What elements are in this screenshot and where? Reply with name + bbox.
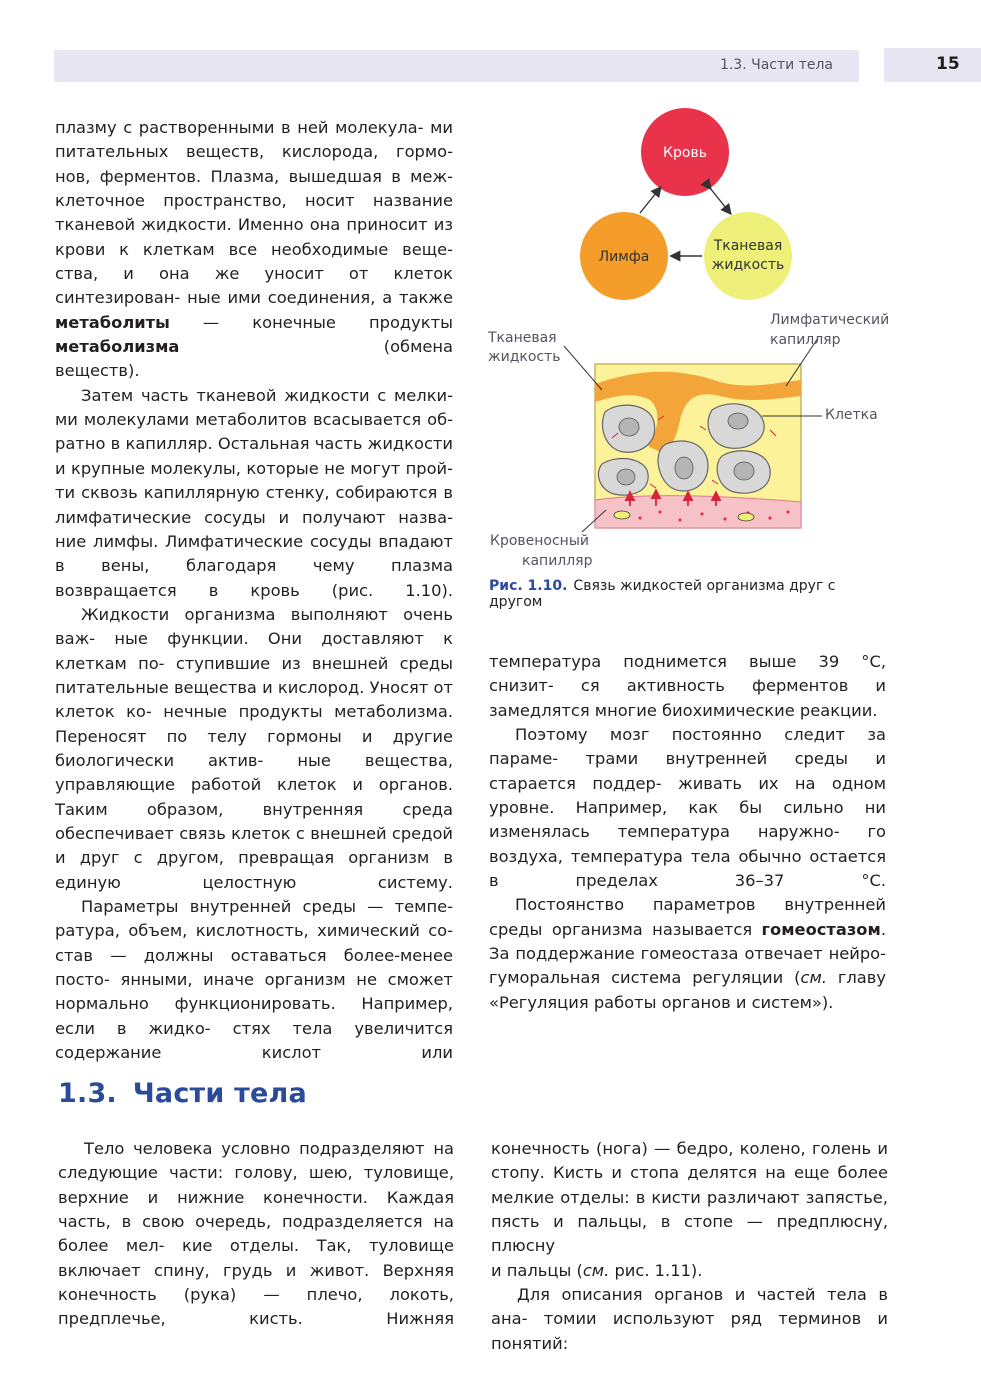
text-fragment: и пальцы ( — [491, 1260, 583, 1280]
text-line: ства, и она же уносит от клеток синтезирован- — [55, 264, 453, 308]
text-line: в кровь (рис. 1.10). — [208, 580, 453, 600]
text-emphasis: см. — [800, 968, 827, 988]
text-line: целостную систему. — [202, 872, 453, 892]
text-line: трами внутренней среды и старается поддер- — [489, 749, 886, 793]
label-lymph-capillary-1: Лимфатический — [770, 312, 890, 328]
text-line: Постоянство параметров внутренней — [515, 895, 886, 915]
text-line: кие отделы. Так, туловище включает спину, — [58, 1236, 455, 1280]
text-line: и органов. Таким образом, внутренняя среда — [55, 775, 453, 819]
paragraph — [491, 1137, 888, 1259]
text-line: ные функции. Они доставляют к клеткам по- — [55, 629, 453, 673]
text-line: Тело человека условно подразделяют — [84, 1139, 425, 1158]
paragraph — [489, 650, 886, 723]
text-line: Параметры внутренней среды — темпе- — [81, 897, 453, 916]
text-line: Для описания органов и частей тела в ана- — [491, 1285, 888, 1329]
text-line: сильно ни изменялась температура наружно- — [489, 798, 886, 842]
text-line: За поддержание гомеостаза отвечает нейро- — [489, 944, 886, 964]
tissue-fluid-node-label-2: жидкость — [711, 257, 785, 273]
label-tissue-fluid-2: жидкость — [488, 349, 561, 365]
text-line: ратно в капилляр. Остальная часть жидкости — [55, 434, 453, 454]
paragraph — [55, 603, 453, 895]
page-number: 15 — [936, 54, 960, 74]
paragraph-end — [491, 1259, 888, 1283]
text-fragment: — — [169, 312, 220, 332]
text-line: стях тела увеличится содержание кислот или — [55, 1018, 454, 1063]
text-line: на следующие части: голову, шею, туловище, — [58, 1139, 454, 1183]
bottom-right-column — [491, 1137, 888, 1356]
arrow-blood-tissue — [710, 188, 730, 213]
label-tissue-fluid-1: Тканевая — [488, 330, 557, 346]
text-line: и друг с другом, превращая организм в единую — [55, 848, 453, 892]
text-emphasis: см. — [582, 1260, 610, 1280]
text-line: янными, иначе организм не сможет нормально — [55, 970, 453, 1014]
bottom-left-column — [58, 1137, 454, 1332]
text-line: функционировать. Например, если в жидко- — [55, 994, 453, 1038]
figure-body-fluids — [480, 100, 900, 575]
text-line: в пределах 36–37 °С. — [489, 871, 886, 891]
text-line: Затем часть тканевой жидкости с мелки- — [81, 385, 453, 405]
text-line: ступившие из внешней среды питательные — [55, 653, 453, 697]
text-line: среды организма называется — [489, 919, 762, 939]
label-lymph-capillary-2: капилляр — [770, 332, 841, 348]
right-column — [489, 650, 886, 1015]
running-header — [54, 50, 859, 82]
text-line: клеточное пространство, носит название — [55, 191, 453, 211]
tissue-fluid-node — [704, 212, 792, 300]
text-fragment: рис. 1.11). — [609, 1260, 703, 1280]
paragraph-end: веществ). — [55, 361, 140, 381]
paragraph — [491, 1283, 888, 1356]
text-line: гуморальная система регуляции ( — [489, 968, 801, 988]
text-line: в лимфатические сосуды и получают назва- — [55, 483, 453, 527]
text-line: Жидкости организма выполняют очень важ- — [55, 604, 453, 649]
figure-caption — [489, 578, 889, 610]
text-line: нечные продукты метаболизма. Переносят — [55, 702, 453, 746]
section-number: 1.3. — [58, 1078, 117, 1109]
text-line: ные вещества, управляющие работой клеток — [55, 750, 453, 795]
text-line: в вены, благодаря чему плазма возвращается — [55, 556, 453, 600]
tissue-fluid-node-label-1: Тканевая — [713, 238, 783, 254]
text-line: став — должны оставаться более-менее посто- — [55, 945, 453, 990]
text-line: грудь и живот. Верхняя конечность (рука) — — [58, 1260, 454, 1305]
text-line: мелкие отделы: в кисти различают запястье, — [491, 1187, 888, 1207]
left-column — [55, 116, 453, 1065]
figure-caption-text: Связь жидкостей организма друг с другом — [489, 578, 836, 610]
paragraph — [55, 116, 453, 359]
text-line: верхние и нижние конечности. Каждая часть, — [58, 1187, 454, 1232]
text-line: го воздуха, температура тела обычно остается — [489, 822, 886, 866]
page-number-tab — [884, 48, 981, 82]
lymph-node-label: Лимфа — [598, 249, 650, 265]
text-line: нов, ферментов. Плазма, вышедшая в меж- — [55, 166, 453, 186]
text-line: конечность (нога) — бедро, колено, голень — [491, 1139, 872, 1158]
text-line: из крови к клеткам все необходимые веще- — [55, 215, 453, 259]
text-line: ные ими соединения, а также — [187, 288, 453, 308]
text-line: и стопу. Кисть и стопа делятся на еще более — [491, 1139, 888, 1183]
text-line: тканевой жидкости. Именно она приносит — [55, 215, 428, 235]
figure-caption-label: Рис. 1.10. — [489, 578, 568, 594]
text-line: ми питательных веществ, кислорода, гормо- — [55, 118, 454, 162]
text-line: ние лимфы. Лимфатические сосуды впадают — [55, 531, 453, 551]
paragraph — [489, 893, 886, 990]
text-fragment: (обмена — [179, 337, 453, 357]
label-blood-capillary-2: капилляр — [522, 553, 593, 569]
blood-node-label: Кровь — [663, 145, 707, 161]
text-line: живать их на одном уровне. Например, как бы — [489, 773, 886, 818]
text-line: вещества и кислород. Уносят от клеток ко- — [55, 677, 453, 722]
text-line: пясть и пальцы, в стопе — предплюсну, плюсну — [491, 1212, 888, 1256]
text-line: плазму с растворенными в ней молекула- — [55, 118, 424, 137]
paragraph — [58, 1137, 454, 1332]
term-metabolism: метаболизма — [55, 337, 180, 357]
text-line: ми молекулами метаболитов всасывается об- — [55, 410, 453, 430]
label-cell: Клетка — [825, 407, 878, 423]
text-fragment: главу — [826, 968, 887, 988]
text-line: плечо, локоть, предплечье, кисть. Нижняя — [58, 1285, 454, 1329]
paragraph — [55, 895, 453, 1065]
section-heading — [58, 1078, 307, 1109]
running-header-section: 1.3. Части тела — [719, 57, 833, 73]
text-line: конечные продукты — [252, 312, 453, 332]
text-fragment: . — [880, 919, 886, 939]
text-line: томии используют ряд терминов и понятий: — [491, 1309, 888, 1353]
text-line: по телу гормоны и другие биологически актив- — [55, 726, 453, 770]
text-line: ти сквозь капиллярную стенку, собираются — [55, 483, 438, 503]
text-line: в свою очередь, подразделяется на более мел- — [58, 1212, 454, 1256]
label-blood-capillary-1: Кровеносный — [490, 533, 589, 549]
paragraph — [489, 723, 886, 893]
section-title: Части тела — [132, 1078, 307, 1109]
text-line: ся активность ферментов и замедлятся многие — [489, 676, 886, 720]
paragraph-end: «Регуляция работы органов и систем»). — [489, 992, 834, 1012]
term-metabolites: метаболиты — [55, 312, 170, 332]
text-line: биохимические реакции. — [662, 700, 878, 720]
paragraph — [55, 384, 453, 603]
text-line: температура поднимется выше 39 °С, снизит- — [489, 652, 886, 696]
text-line: ратура, объем, кислотность, химический со- — [55, 921, 453, 941]
text-line: обеспечивает связь клеток с внешней средой — [55, 823, 453, 843]
text-line: Поэтому мозг постоянно следит за параме- — [489, 725, 886, 769]
text-line: и крупные молекулы, которые не могут прой- — [55, 458, 453, 478]
term-homeostasis: гомеостазом — [761, 919, 881, 939]
arrow-lymph-to-blood — [640, 188, 660, 213]
